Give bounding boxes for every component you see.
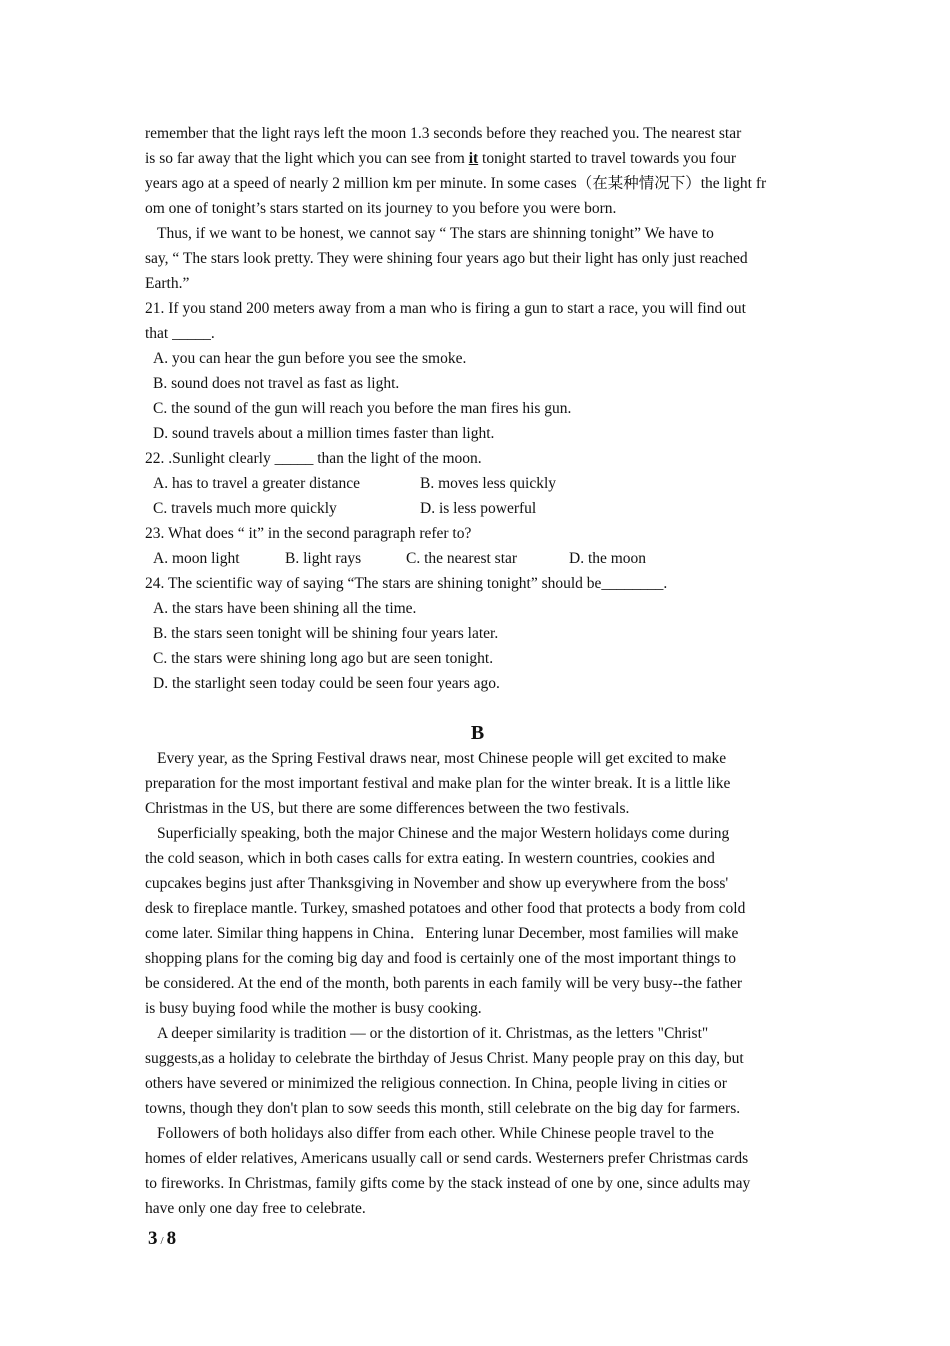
- passage-line: Thus, if we want to be honest, we cannot say “ The stars are shinning tonight” We have to: [157, 225, 714, 242]
- passage-b-line: be considered. At the end of the month, both parents in each family will be very busy--the father: [145, 975, 742, 992]
- passage-b-line: come later. Similar thing happens in China．Entering lunar December, most families will make: [145, 925, 739, 942]
- question-21-option-d: D. sound travels about a million times faster than light.: [153, 425, 495, 442]
- page-number: [148, 1228, 176, 1250]
- passage-b-line: desk to fireplace mantle. Turkey, smashed potatoes and other food that protects a body from cold: [145, 900, 746, 917]
- passage-b-line: preparation for the most important festival and make plan for the winter break. It is a little like: [145, 775, 731, 792]
- passage-line: say, “ The stars look pretty. They were shining four years ago but their light has only just reached: [145, 250, 748, 267]
- question-22-options-row: [145, 471, 810, 496]
- page-total: 8: [166, 1228, 177, 1249]
- question-22-option-b: B. moves less quickly: [420, 475, 557, 492]
- question-23-option-a: A. moon light: [153, 550, 240, 567]
- question-23-option-b: B. light rays: [285, 550, 362, 567]
- passage-line: is so far away that the light which you can see from it tonight started to travel towards you four: [145, 150, 737, 167]
- passage-b-line: is busy buying food while the mother is busy cooking.: [145, 1000, 482, 1017]
- question-22-option-d: D. is less powerful: [420, 500, 537, 517]
- passage-b-line: homes of elder relatives, Americans usually call or send cards. Westerners prefer Christmas cards: [145, 1150, 749, 1167]
- underlined-word-it: it: [468, 150, 479, 167]
- section-b-heading: B: [470, 722, 485, 744]
- question-23-stem: 23. What does “ it” in the second paragraph refer to?: [145, 525, 472, 542]
- passage-b-line: shopping plans for the coming big day and food is certainly one of the most important things to: [145, 950, 737, 967]
- passage-line: om one of tonight’s stars started on its journey to you before you were born.: [145, 200, 617, 217]
- document-page: [145, 121, 810, 1221]
- passage-b-line: suggests,as a holiday to celebrate the birthday of Jesus Christ. Many people pray on this day, but: [145, 1050, 744, 1067]
- question-23-option-c: C. the nearest star: [406, 550, 518, 567]
- question-24-option-b: B. the stars seen tonight will be shining four years later.: [153, 625, 499, 642]
- passage-b-line: have only one day free to celebrate.: [145, 1200, 366, 1217]
- question-21-option-c: C. the sound of the gun will reach you before the man fires his gun.: [153, 400, 572, 417]
- passage-b-line: the cold season, which in both cases calls for extra eating. In western countries, cookies and: [145, 850, 715, 867]
- question-21-option-b: B. sound does not travel as fast as light.: [153, 375, 400, 392]
- question-24-option-a: A. the stars have been shining all the time.: [153, 600, 417, 617]
- passage-b-line: towns, though they don't plan to sow seeds this month, still celebrate on the big day for farmers.: [145, 1100, 741, 1117]
- question-21-stem: that _____.: [145, 325, 215, 342]
- passage-b-line: others have severed or minimized the religious connection. In China, people living in cities or: [145, 1075, 727, 1092]
- question-23-option-d: D. the moon: [569, 550, 647, 567]
- passage-b-line: to fireworks. In Christmas, family gifts come by the stack instead of one by one, since adults may: [145, 1175, 751, 1192]
- page-current: 3: [148, 1228, 158, 1249]
- question-23-options-row: [145, 546, 810, 571]
- passage-b-line: Every year, as the Spring Festival draws near, most Chinese people will get excited to make: [157, 750, 727, 767]
- passage-b-line: cupcakes begins just after Thanksgiving in November and show up everywhere from the boss': [145, 875, 729, 892]
- question-21-option-a: A. you can hear the gun before you see the smoke.: [153, 350, 467, 367]
- passage-b-line: Christmas in the US, but there are some differences between the two festivals.: [145, 800, 630, 817]
- question-22-stem: 22. .Sunlight clearly _____ than the light of the moon.: [145, 450, 482, 467]
- question-21-stem: 21. If you stand 200 meters away from a man who is firing a gun to start a race, you will find out: [145, 300, 746, 317]
- passage-line: remember that the light rays left the moon 1.3 seconds before they reached you. The nearest star: [145, 125, 742, 142]
- question-22-option-c: C. travels much more quickly: [153, 500, 337, 517]
- passage-b-line: Followers of both holidays also differ from each other. While Chinese people travel to the: [157, 1125, 714, 1142]
- page-separator: /: [160, 1235, 164, 1247]
- question-24-option-d: D. the starlight seen today could be seen four years ago.: [153, 675, 500, 692]
- passage-line: years ago at a speed of nearly 2 million km per minute. In some cases（在某种情况下）the light fr: [145, 175, 767, 192]
- question-22-option-a: A. has to travel a greater distance: [153, 475, 361, 492]
- passage-b-line: Superficially speaking, both the major Chinese and the major Western holidays come during: [157, 825, 730, 842]
- passage-b-line: A deeper similarity is tradition — or the distortion of it. Christmas, as the letters "Christ": [157, 1025, 709, 1042]
- question-24-stem: 24. The scientific way of saying “The stars are shining tonight” should be________.: [145, 575, 668, 592]
- question-24-option-c: C. the stars were shining long ago but are seen tonight.: [153, 650, 494, 667]
- question-22-options-row: [145, 496, 810, 521]
- passage-line: Earth.”: [145, 275, 190, 292]
